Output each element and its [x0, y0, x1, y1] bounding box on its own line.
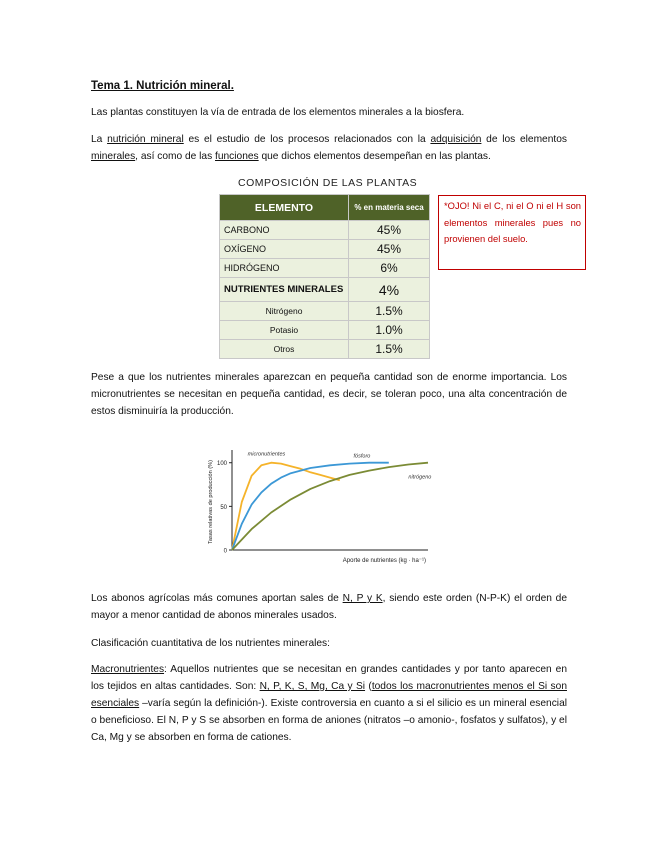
importance-paragraph: Pese a que los nutrientes minerales aparezcan en pequeña cantidad son de enorme importancia. Los micronutrientes se necesitan en pequeña cantidad, es decir, se toleran poco, una alta concentración de estos disminuiría la producción.	[91, 372, 567, 417]
header-value: % en materia seca	[349, 195, 430, 221]
table-header-row	[220, 195, 430, 221]
series-line-1	[232, 463, 389, 550]
table-row	[220, 302, 430, 321]
table-row	[220, 278, 430, 302]
table-row	[220, 259, 430, 278]
y-tick-label: 100	[216, 461, 227, 468]
row-value: 1.5%	[349, 302, 430, 321]
row-value: 1.5%	[349, 340, 430, 359]
abonos-paragraph: Los abonos agrícolas más comunes aportan sales de N, P y K, siendo este orden (N-P-K) el orden de mayor a menor cantidad de abonos minerales usados.	[91, 593, 567, 621]
note-box: *OJO! Ni el C, ni el O ni el H son elementos minerales pues no provienen del suelo.	[438, 195, 586, 270]
y-axis-label: Tasas relativas de producción (%)	[208, 460, 214, 544]
series-line-2	[232, 463, 428, 550]
series-label-1: fósforo	[353, 453, 371, 460]
row-value: 4%	[349, 278, 430, 302]
composition-table	[219, 194, 430, 359]
row-value: 45%	[349, 240, 430, 259]
y-tick-label: 0	[223, 548, 227, 555]
row-value: 1.0%	[349, 321, 430, 340]
row-value: 45%	[349, 221, 430, 240]
row-name: HIDRÓGENO	[220, 259, 349, 278]
row-name: Nitrógeno	[220, 302, 349, 321]
series-label-0: micronutrientes	[247, 451, 286, 458]
row-name: Otros	[220, 340, 349, 359]
x-axis-label: Aporte de nutrientes (kg · ha⁻¹)	[342, 558, 426, 564]
table-row	[220, 240, 430, 259]
row-name: CARBONO	[220, 221, 349, 240]
table-caption: COMPOSICIÓN DE LAS PLANTAS	[238, 177, 418, 189]
macronutrients-paragraph: Macronutrientes: Aquellos nutrientes que se necesitan en grandes cantidades y por tanto aparecen en los tejidos en altas cantidades. Son: N, P, K, S, Mg, Ca y Si (todos los macronutrientes menos el Si son esenciales –varía según la definición-). Existe controversia en cuanto a si el silicio es un mineral esencial o beneficioso. El N, P y S se absorben en forma de aniones (nitratos –o amonio-, fosfatos y sulfatos), y el Ca, Mg y se absorben en forma de cationes.	[91, 664, 567, 743]
definition-paragraph: La nutrición mineral es el estudio de los procesos relacionados con la adquisición de los elementos minerales, así como de las funciones que dichos elementos desempeñan en las plantas.	[91, 134, 567, 162]
classification-heading: Clasificación cuantitativa de los nutrientes minerales:	[91, 638, 330, 649]
y-tick-label: 50	[220, 504, 227, 511]
row-value: 6%	[349, 259, 430, 278]
page-title: Tema 1. Nutrición mineral.	[91, 80, 234, 92]
nutrient-response-chart	[200, 440, 445, 570]
table-row	[220, 221, 430, 240]
intro-paragraph: Las plantas constituyen la vía de entrada de los elementos minerales a la biosfera.	[91, 107, 465, 118]
row-name: NUTRIENTES MINERALES	[220, 278, 349, 302]
header-element: ELEMENTO	[220, 195, 349, 221]
table-row	[220, 340, 430, 359]
table-row	[220, 321, 430, 340]
row-name: Potasio	[220, 321, 349, 340]
series-label-2: nitrógeno	[408, 474, 432, 481]
row-name: OXÍGENO	[220, 240, 349, 259]
